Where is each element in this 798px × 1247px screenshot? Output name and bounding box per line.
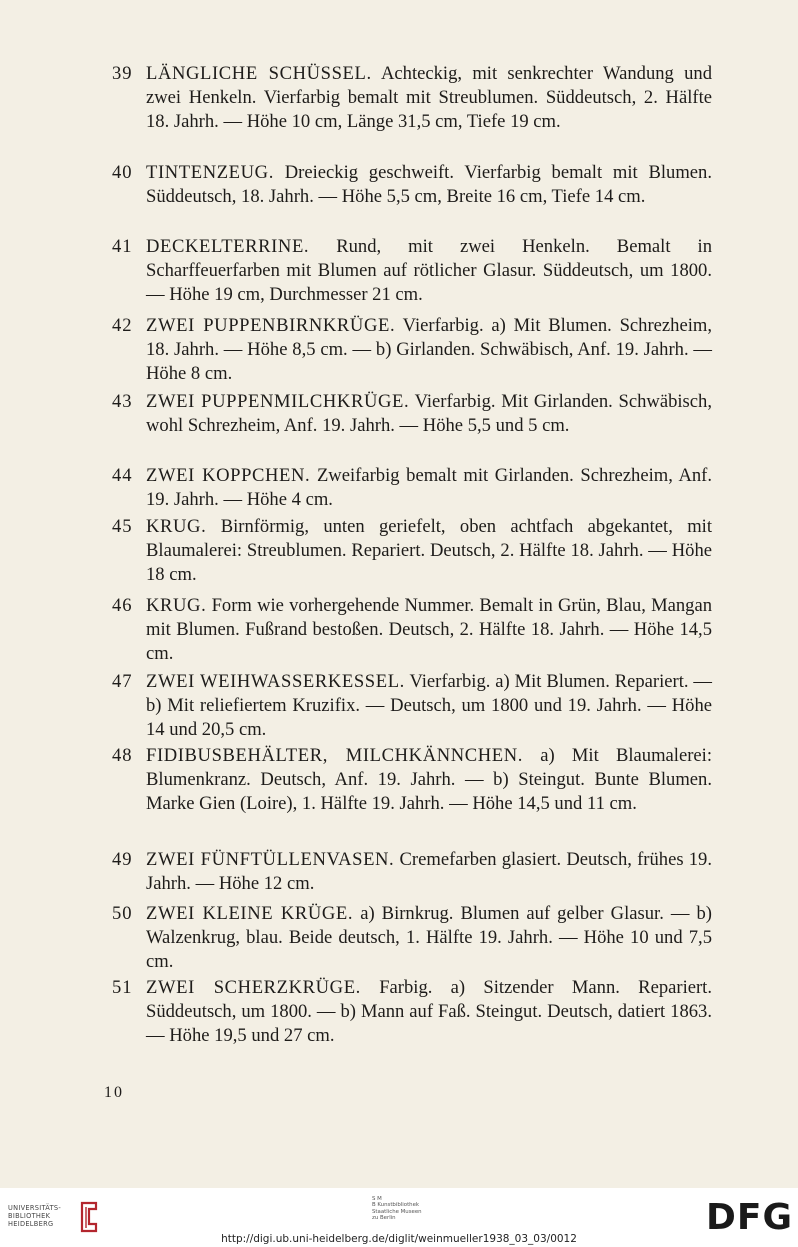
- entry-number: 44: [112, 465, 133, 486]
- entry-description: Birnförmig, unten geriefelt, oben achtfach abgekantet, mit Blaumalerei: Streublumen. Repariert. Deutsch, 2. Hälfte 18. Jahrh. — Höhe 18 cm.: [146, 516, 712, 585]
- library-emblem-icon: [78, 1200, 100, 1234]
- catalog-entry-48: [112, 744, 712, 816]
- library-name: UNIVERSITÄTS- BIBLIOTHEK HEIDELBERG: [8, 1204, 62, 1228]
- entry-number: 48: [112, 745, 133, 766]
- entry-text: [146, 464, 712, 512]
- entry-number: 43: [112, 391, 133, 412]
- entry-title: LÄNGLICHE SCHÜSSEL.: [146, 63, 372, 84]
- entry-description: Achteckig, mit senkrechter Wandung und zwei Henkeln. Vierfarbig bemalt mit Streublumen. Süddeutsch, 2. Hälfte 18. Jahrh. — Höhe 10 cm, Länge 31,5 cm, Tiefe 19 cm.: [146, 63, 713, 132]
- entry-description: a) Birnkrug. Blumen auf gelber Glasur. — b) Walzenkrug, blau. Beide deutsch, 1. Hälfte 19. Jahrh. — Höhe 10 und 7,5 cm.: [146, 903, 713, 972]
- entry-title: ZWEI FÜNFTÜLLENVASEN.: [146, 849, 395, 870]
- entry-description: a) Mit Blaumalerei: Blumenkranz. Deutsch, Anf. 19. Jahrh. — b) Steingut. Bunte Blumen. Marke Gien (Loire), 1. Hälfte 19. Jahrh. — Höhe 14,5 und 11 cm.: [146, 745, 712, 814]
- entry-text: [146, 744, 712, 816]
- entry-number: 45: [112, 516, 133, 537]
- source-url-link[interactable]: http://digi.ub.uni-heidelberg.de/diglit/weinmueller1938_03_03/0012: [221, 1233, 577, 1245]
- entry-description: Dreieckig geschweift. Vierfarbig bemalt mit Blumen. Süddeutsch, 18. Jahrh. — Höhe 5,5 cm, Breite 16 cm, Tiefe 14 cm.: [146, 162, 712, 207]
- page-number: 10: [104, 1084, 124, 1101]
- catalog-entry-45: [112, 515, 712, 587]
- entry-description: Vierfarbig. a) Mit Blumen. Repariert. — b) Mit reliefiertem Kruzifix. — Deutsch, um 1800 und 19. Jahrh. — Höhe 14 und 20,5 cm.: [146, 671, 712, 740]
- catalog-entry-51: [112, 976, 712, 1048]
- catalog-entry-50: [112, 902, 712, 974]
- catalog-entry-43: [112, 390, 712, 438]
- entry-description: Form wie vorhergehende Nummer. Bemalt in Grün, Blau, Mangan mit Blumen. Fußrand bestoßen. Deutsch, 2. Hälfte 18. Jahrh. — Höhe 14,5 cm.: [146, 595, 712, 664]
- catalog-entry-42: [112, 314, 712, 386]
- entry-description: Rund, mit zwei Henkeln. Bemalt in Scharffeuerfarben mit Blumen auf rötlicher Glasur. Süddeutsch, um 1800. — Höhe 19 cm, Durchmesser 21 cm.: [146, 236, 712, 305]
- catalog-entry-39: [112, 62, 712, 134]
- university-library-logo[interactable]: [8, 1200, 100, 1234]
- catalog-entry-41: [112, 235, 712, 307]
- entry-title: ZWEI KLEINE KRÜGE.: [146, 903, 354, 924]
- entry-number: 49: [112, 849, 133, 870]
- entry-text: [146, 594, 712, 666]
- entry-title: KRUG.: [146, 516, 207, 537]
- entry-title: TINTENZEUG.: [146, 162, 274, 183]
- entry-title: ZWEI PUPPENBIRNKRÜGE.: [146, 315, 396, 336]
- entry-number: 40: [112, 162, 133, 183]
- entry-title: ZWEI WEIHWASSERKESSEL.: [146, 671, 405, 692]
- entry-description: Farbig. a) Sitzender Mann. Repariert. Süddeutsch, um 1800. — b) Mann auf Faß. Steingut. Deutsch, datiert 1863. — Höhe 19,5 und 27 cm.: [146, 977, 712, 1046]
- entry-description: Vierfarbig. a) Mit Blumen. Schrezheim, 18. Jahrh. — Höhe 8,5 cm. — b) Girlanden. Schwäbisch, Anf. 19. Jahrh. — Höhe 8 cm.: [146, 315, 713, 384]
- entry-number: 41: [112, 236, 133, 257]
- catalog-entry-40: [112, 161, 712, 209]
- entry-text: [146, 314, 712, 386]
- entry-text: [146, 976, 712, 1048]
- entry-number: 42: [112, 315, 133, 336]
- entry-number: 50: [112, 903, 133, 924]
- entry-number: 46: [112, 595, 133, 616]
- catalog-entry-49: [112, 848, 712, 896]
- entry-text: [146, 235, 712, 307]
- entry-text: [146, 515, 712, 587]
- entry-description: Zweifarbig bemalt mit Girlanden. Schrezheim, Anf. 19. Jahrh. — Höhe 4 cm.: [146, 465, 713, 510]
- entry-text: [146, 848, 712, 896]
- museum-credit: S M B Kunstbibliothek Staatliche Museen zu Berlin: [372, 1196, 422, 1222]
- entry-text: [146, 670, 712, 742]
- entry-description: Cremefarben glasiert. Deutsch, frühes 19. Jahrh. — Höhe 12 cm.: [146, 849, 712, 894]
- entry-number: 39: [112, 63, 133, 84]
- entry-title: FIDIBUSBEHÄLTER, MILCHKÄNNCHEN.: [146, 745, 524, 766]
- entry-text: [146, 161, 712, 209]
- entry-number: 47: [112, 671, 133, 692]
- entry-description: Vierfarbig. Mit Girlanden. Schwäbisch, wohl Schrezheim, Anf. 19. Jahrh. — Höhe 5,5 und 5 cm.: [146, 391, 712, 436]
- entry-number: 51: [112, 977, 133, 998]
- entry-text: [146, 390, 712, 438]
- entry-text: [146, 902, 712, 974]
- entry-title: ZWEI KOPPCHEN.: [146, 465, 311, 486]
- dfg-logo[interactable]: DFG: [706, 1197, 794, 1238]
- catalog-entry-46: [112, 594, 712, 666]
- entry-text: [146, 62, 712, 134]
- catalog-entry-44: [112, 464, 712, 512]
- entry-title: ZWEI SCHERZKRÜGE.: [146, 977, 361, 998]
- entry-title: DECKELTERRINE.: [146, 236, 310, 257]
- catalog-entry-47: [112, 670, 712, 742]
- entry-title: ZWEI PUPPENMILCHKRÜGE.: [146, 391, 410, 412]
- entry-title: KRUG.: [146, 595, 207, 616]
